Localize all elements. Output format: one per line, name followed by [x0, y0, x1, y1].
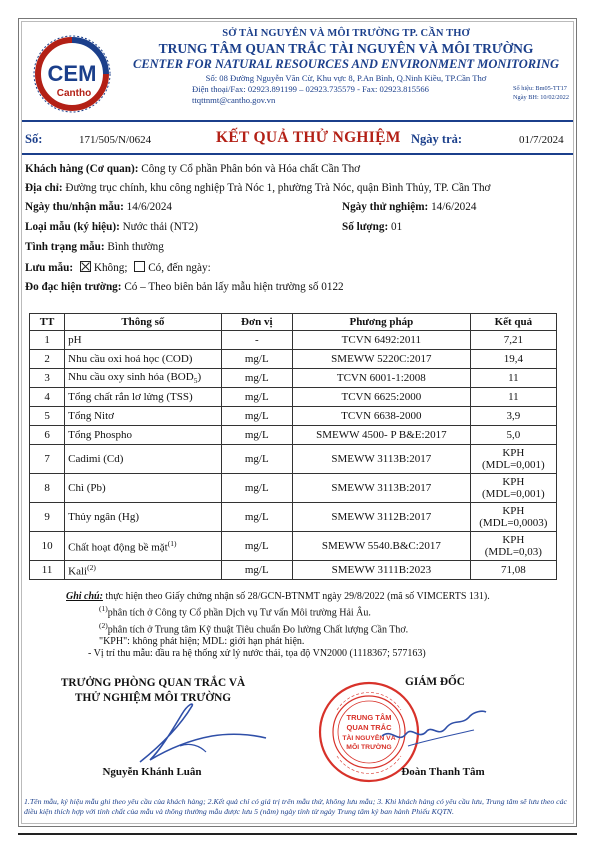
- sample-type-label: Loại mẫu (ký hiệu):: [25, 221, 120, 233]
- row-result: [470, 350, 556, 369]
- note-line-5: - Vị trí thu mẫu: đầu ra hệ thống xử lý nước thải, tọa độ VN2000 (1118367; 577163): [88, 648, 426, 660]
- right-signer-name: Đoàn Thanh Tâm: [401, 766, 485, 778]
- center-name-en: CENTER FOR NATURAL RESOURCES AND ENVIRONMENT MONITORING: [132, 57, 560, 71]
- center-phone: Điện thoại/Fax: 02923.891199 – 02923.735579 - Fax: 02923.815566: [192, 84, 429, 94]
- field-measure-label: Đo đạc hiện trường:: [25, 281, 122, 293]
- row-result: [470, 369, 556, 388]
- title-divider: [22, 153, 573, 155]
- table-row: [30, 407, 557, 426]
- parameter-subscript: 5: [193, 376, 198, 386]
- row-result: [470, 474, 556, 503]
- note-line-1: [66, 591, 556, 603]
- form-issue-date: Ngày BH: 10/02/2022: [513, 94, 569, 101]
- parameter-name: Nhu cầu oxi hoá học (COD): [68, 353, 193, 365]
- row-result: [470, 445, 556, 474]
- address-value: Đường trục chính, khu công nghiệp Trà Nóc 1, phường Trà Nóc, quận Bình Thủy, TP. Cần Thơ: [65, 182, 491, 194]
- row-index: 10: [30, 532, 65, 561]
- row-method: TCVN 6625:2000: [292, 388, 470, 407]
- table-row: [30, 369, 557, 388]
- note-line-4: "KPH": không phát hiện; MDL: giới hạn phát hiện.: [99, 636, 305, 648]
- report-title: KẾT QUẢ THỬ NGHIỆM: [216, 129, 401, 146]
- row-parameter: [65, 331, 222, 350]
- row-method: SMEWW 3111B:2023: [292, 561, 470, 580]
- parameter-name: Nhu cầu oxy sinh hóa (BOD: [68, 370, 194, 383]
- col-header-tt: TT: [30, 314, 65, 331]
- test-date-row: [342, 201, 476, 213]
- row-unit: mg/L: [221, 503, 292, 532]
- received-date-row: [25, 201, 172, 213]
- letterhead: [116, 28, 576, 105]
- row-method: SMEWW 5220C:2017: [292, 350, 470, 369]
- row-index: 7: [30, 445, 65, 474]
- row-result: [470, 388, 556, 407]
- note-text-3: phân tích ở Trung tâm Kỹ thuật Tiêu chuẩn Đo lường Chất lượng Cần Thơ.: [107, 624, 409, 636]
- storage-row: [25, 261, 211, 274]
- result-value: 11: [508, 391, 519, 403]
- left-signature: [120, 696, 270, 768]
- storage-yes-checkbox[interactable]: [134, 261, 145, 272]
- quantity-label: Số lượng:: [342, 221, 389, 233]
- test-date-label: Ngày thử nghiệm:: [342, 201, 429, 213]
- parameter-name: pH: [68, 334, 82, 346]
- quantity-row: [342, 221, 402, 233]
- row-unit: mg/L: [221, 407, 292, 426]
- row-unit: mg/L: [221, 561, 292, 580]
- sample-type-row: [25, 221, 198, 233]
- result-value: KPH: [502, 447, 525, 459]
- result-value: 3,9: [506, 410, 521, 422]
- col-header-unit: Đơn vị: [221, 314, 292, 331]
- row-index: 9: [30, 503, 65, 532]
- footer-disclaimer: 1.Tên mẫu, ký hiệu mẫu ghi theo yêu cầu của khách hàng; 2.Kết quả chỉ có giá trị trên mẫu thử, không lưu mẫu; 3. Khi khách hàng có yêu cầu lưu, Trung tâm sẽ lưu theo các điều kiện thích hợp với tính chất của mẫu và thông thường mẫu được lưu 5 (năm) ngày tính từ ngày Trung tâm ký ban hành Phiếu KQTN.: [24, 797, 567, 816]
- result-detection-limit: (MDL=0,0003): [479, 517, 548, 529]
- row-method: SMEWW 5540.B&C:2017: [292, 532, 470, 561]
- logo-text: CEM: [47, 61, 97, 86]
- row-parameter: [65, 474, 222, 503]
- center-address: Số: 08 Đường Nguyễn Văn Cừ, Khu vực 8, P.An Bình, Q.Ninh Kiều, TP.Cần Thơ: [205, 73, 487, 83]
- logo-subtext: Cantho: [56, 88, 92, 99]
- department-name: SỞ TÀI NGUYÊN VÀ MÔI TRƯỜNG TP. CẦN THƠ: [222, 28, 470, 39]
- field-measure-row: [25, 281, 344, 293]
- row-index: 8: [30, 474, 65, 503]
- table-row: [30, 445, 557, 474]
- note-sup-1: (1): [99, 604, 108, 614]
- row-parameter: [65, 561, 222, 580]
- notes-block: [66, 591, 556, 661]
- result-value: KPH: [502, 476, 525, 488]
- table-row: [30, 331, 557, 350]
- report-number-label: Số:: [25, 132, 43, 146]
- return-date: 01/7/2024: [519, 134, 564, 146]
- results-table: [29, 313, 557, 580]
- address-row: [25, 182, 490, 194]
- result-value: 5,0: [506, 429, 521, 441]
- parameter-name: Tổng Nitơ: [68, 410, 114, 422]
- table-row: [30, 561, 557, 580]
- left-signer-name: Nguyễn Khánh Luân: [102, 766, 202, 778]
- result-detection-limit: (MDL=0,03): [484, 546, 542, 558]
- client-row: [25, 163, 360, 175]
- row-parameter: [65, 503, 222, 532]
- address-label: Địa chỉ:: [25, 182, 63, 194]
- table-row: [30, 532, 557, 561]
- parameter-name: Cadimi (Cd): [68, 453, 124, 465]
- row-result: [470, 331, 556, 350]
- row-unit: mg/L: [221, 388, 292, 407]
- cem-logo: [22, 26, 122, 118]
- row-parameter: [65, 407, 222, 426]
- row-method: SMEWW 4500- P B&E:2017: [292, 426, 470, 445]
- row-index: 5: [30, 407, 65, 426]
- form-number: Số hiệu: Bm05-TT17: [513, 85, 567, 92]
- row-method: SMEWW 3113B:2017: [292, 445, 470, 474]
- parameter-name: Chất hoạt động bề mặt: [68, 541, 168, 554]
- col-header-result: Kết quả: [470, 314, 556, 331]
- row-result: [470, 532, 556, 561]
- client-label: Khách hàng (Cơ quan):: [25, 163, 139, 175]
- row-method: TCVN 6638-2000: [292, 407, 470, 426]
- row-unit: mg/L: [221, 426, 292, 445]
- row-method: TCVN 6492:2011: [292, 331, 470, 350]
- note-line-2: [66, 603, 556, 620]
- parameter-name: Tổng chất rắn lơ lửng (TSS): [68, 391, 193, 403]
- row-unit: mg/L: [221, 350, 292, 369]
- condition-label: Tình trạng mẫu:: [25, 241, 105, 253]
- parameter-superscript: (2): [87, 562, 96, 572]
- result-value: 11: [508, 372, 519, 384]
- row-parameter: [65, 369, 222, 388]
- center-name-vi: TRUNG TÂM QUAN TRẮC TÀI NGUYÊN VÀ MÔI TRƯỜNG: [158, 41, 534, 56]
- row-unit: mg/L: [221, 369, 292, 388]
- row-parameter: [65, 445, 222, 474]
- parameter-name: Chì (Pb): [68, 482, 106, 494]
- stamp-line-3: TÀI NGUYÊN VÀ: [342, 735, 396, 742]
- bottom-rule: [18, 833, 577, 835]
- form-meta: [513, 84, 575, 102]
- row-index: 1: [30, 331, 65, 350]
- row-parameter: [65, 426, 222, 445]
- received-date-label: Ngày thu/nhận mẫu:: [25, 201, 124, 213]
- condition-row: [25, 241, 164, 253]
- row-unit: mg/L: [221, 474, 292, 503]
- col-header-method: Phương pháp: [292, 314, 470, 331]
- right-signature: [378, 706, 488, 756]
- row-unit: mg/L: [221, 532, 292, 561]
- report-title-row: [22, 126, 573, 146]
- client-value: Công ty Cổ phần Phân bón và Hóa chất Cần Thơ: [141, 163, 361, 175]
- note-text-2: phân tích ở Công ty Cổ phần Dịch vụ Tư vấn Môi trường Hải Âu.: [107, 607, 371, 619]
- row-parameter: [65, 388, 222, 407]
- result-value: 19,4: [503, 353, 523, 365]
- note-sup-2: (2): [99, 620, 108, 630]
- result-value: KPH: [502, 534, 525, 546]
- left-signer-title-2: THỬ NGHIỆM MÔI TRƯỜNG: [74, 692, 232, 704]
- field-measure-value: Có – Theo biên bản lấy mẫu hiện trường số 0122: [124, 281, 344, 293]
- table-row: [30, 350, 557, 369]
- row-result: [470, 503, 556, 532]
- note-text-1: thực hiện theo Giấy chứng nhận số 28/GCN-BTNMT ngày 29/8/2022 (mã số VIMCERTS 131).: [105, 591, 490, 602]
- result-detection-limit: (MDL=0,001): [482, 488, 545, 500]
- row-parameter: [65, 532, 222, 561]
- parameter-superscript: (1): [167, 538, 177, 548]
- table-row: [30, 426, 557, 445]
- sample-type-value: Nước thải (NT2): [122, 221, 198, 233]
- report-number: 171/505/N/0624: [79, 134, 152, 146]
- parameter-name: Thủy ngân (Hg): [68, 511, 139, 523]
- stamp-line-2: QUAN TRẮC: [346, 723, 392, 732]
- received-date-value: 14/6/2024: [126, 201, 173, 213]
- row-index: 6: [30, 426, 65, 445]
- storage-label: Lưu mẫu:: [25, 262, 74, 274]
- row-index: 11: [30, 561, 65, 580]
- row-unit: -: [221, 331, 292, 350]
- test-date-value: 14/6/2024: [431, 201, 477, 213]
- stamp-line-1: TRUNG TÂM: [346, 713, 392, 722]
- row-index: 4: [30, 388, 65, 407]
- row-method: SMEWW 3113B:2017: [292, 474, 470, 503]
- row-parameter: [65, 350, 222, 369]
- left-signer-title-1: TRƯỞNG PHÒNG QUAN TRẮC VÀ: [60, 677, 246, 689]
- table-row: [30, 388, 557, 407]
- row-unit: mg/L: [221, 445, 292, 474]
- result-value: 71,08: [500, 564, 526, 576]
- stamp-line-4: MÔI TRƯỜNG: [346, 744, 392, 751]
- row-method: TCVN 6001-1:2008: [292, 369, 470, 388]
- row-index: 2: [30, 350, 65, 369]
- row-result: [470, 426, 556, 445]
- parameter-name: Tổng Phospho: [68, 429, 132, 441]
- center-email: ttqttnmt@cantho.gov.vn: [192, 95, 276, 105]
- storage-yes-label: Có, đến ngày:: [148, 262, 211, 274]
- storage-no-label: Không;: [93, 262, 128, 274]
- storage-no-checkbox[interactable]: [80, 261, 91, 272]
- return-date-label: Ngày trả:: [411, 132, 463, 146]
- quantity-value: 01: [390, 221, 403, 233]
- parameter-tail: ): [197, 370, 202, 383]
- result-value: 7,21: [503, 334, 523, 346]
- row-method: SMEWW 3112B:2017: [292, 503, 470, 532]
- row-index: 3: [30, 369, 65, 388]
- result-detection-limit: (MDL=0,001): [482, 459, 545, 471]
- header-divider: [22, 120, 573, 122]
- row-result: [470, 561, 556, 580]
- parameter-name: Kali: [68, 565, 88, 578]
- table-row: [30, 503, 557, 532]
- row-result: [470, 407, 556, 426]
- note-line-3: [66, 620, 556, 637]
- table-header-row: [30, 314, 557, 331]
- table-row: [30, 474, 557, 503]
- result-value: KPH: [502, 505, 525, 517]
- condition-value: Bình thường: [107, 241, 164, 253]
- col-header-param: Thông số: [65, 314, 222, 331]
- notes-label: Ghi chú:: [66, 591, 103, 602]
- right-signer-title: GIÁM ĐỐC: [405, 676, 465, 688]
